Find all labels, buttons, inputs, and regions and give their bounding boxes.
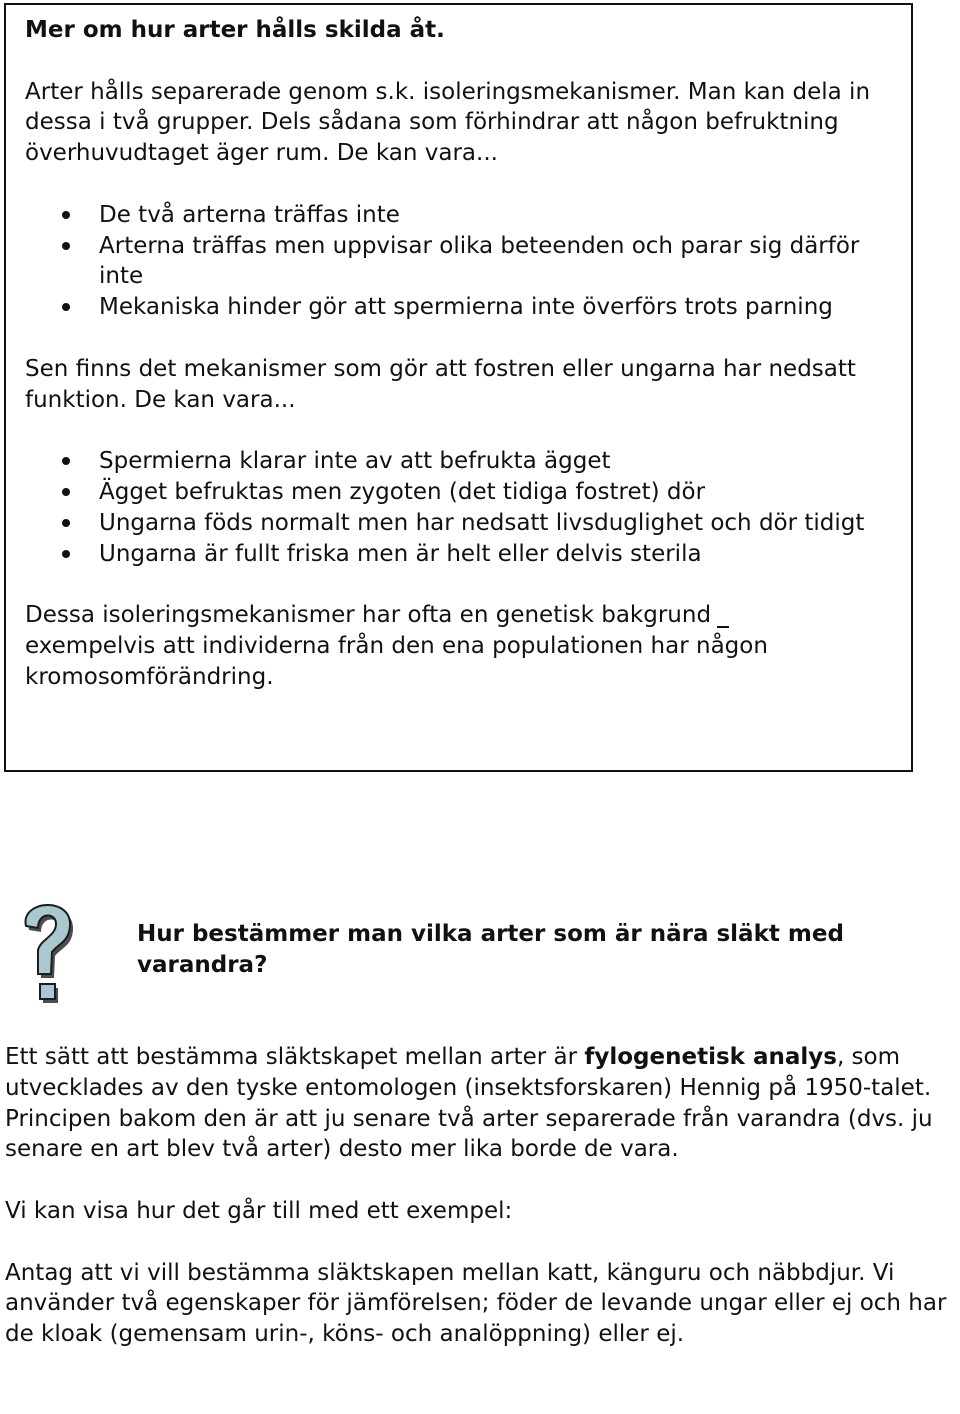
- body-text: [5, 1042, 960, 1350]
- paragraph-phylogenetics: Ett sätt att bestämma släktskapet mellan arter är fylogenetisk analys, som utvecklades av den tyske entomologen (insektsforskaren) Hennig på 1950-talet. Principen bakom den är att ju senare två arter separerade från varandra (dvs. ju senare en art blev två arter) desto mer lika borde de vara.: [5, 1044, 933, 1163]
- bullet-icon: [62, 303, 70, 311]
- list-item: Ungarna är fullt friska men är helt eller delvis sterila: [25, 539, 905, 570]
- box-title: Mer om hur arter hålls skilda åt.: [25, 17, 445, 43]
- bullet-icon: [62, 550, 70, 558]
- bullet-icon: [62, 211, 70, 219]
- bullet-icon: [62, 488, 70, 496]
- list-item: Ägget befruktas men zygoten (det tidiga fostret) dör: [25, 477, 905, 508]
- question-mark-icon: [14, 894, 78, 1006]
- list-item: Mekaniska hinder gör att spermierna inte överförs trots parning: [25, 292, 905, 323]
- paragraph-example: Antag att vi vill bestämma släktskapen mellan katt, känguru och näbbdjur. Vi använder två egenskaper för jämförelsen; föder de levande ungar eller ej och har de kloak (gemensam urin-, köns- och analöppning) eller ej.: [5, 1259, 947, 1348]
- info-box: [4, 3, 913, 772]
- list-item: Spermierna klarar inte av att befrukta ägget: [25, 446, 905, 477]
- bullet-icon: [62, 457, 70, 465]
- bold-term: fylogenetisk analys: [584, 1044, 837, 1070]
- offspring-barrier-list: [25, 446, 905, 569]
- dash-mark: [717, 626, 729, 628]
- section-heading: Hur bestämmer man vilka arter som är nära släkt med varandra?: [137, 921, 844, 978]
- list-item: De två arterna träffas inte: [25, 200, 905, 231]
- list-item: Arterna träffas men uppvisar olika beteenden och parar sig därför inte: [25, 231, 905, 293]
- info-box-content: [25, 15, 905, 693]
- box-closing: Dessa isoleringsmekanismer har ofta en genetisk bakgrund exempelvis att individerna från den ena populationen har någon kromosomförändring.: [25, 602, 768, 690]
- box-middle: Sen finns det mekanismer som gör att fostren eller ungarna har nedsatt funktion. De kan vara...: [25, 355, 856, 413]
- bullet-icon: [62, 242, 70, 250]
- fertilization-barrier-list: [25, 200, 905, 323]
- list-item: Ungarna föds normalt men har nedsatt livsduglighet och dör tidigt: [25, 508, 905, 539]
- bullet-icon: [62, 519, 70, 527]
- box-intro: Arter hålls separerade genom s.k. isoleringsmekanismer. Man kan dela in dessa i två grupper. Dels sådana som förhindrar att någon befruktning överhuvudtaget äger rum. De kan vara...: [25, 78, 871, 167]
- paragraph-example-intro: Vi kan visa hur det går till med ett exempel:: [5, 1197, 513, 1224]
